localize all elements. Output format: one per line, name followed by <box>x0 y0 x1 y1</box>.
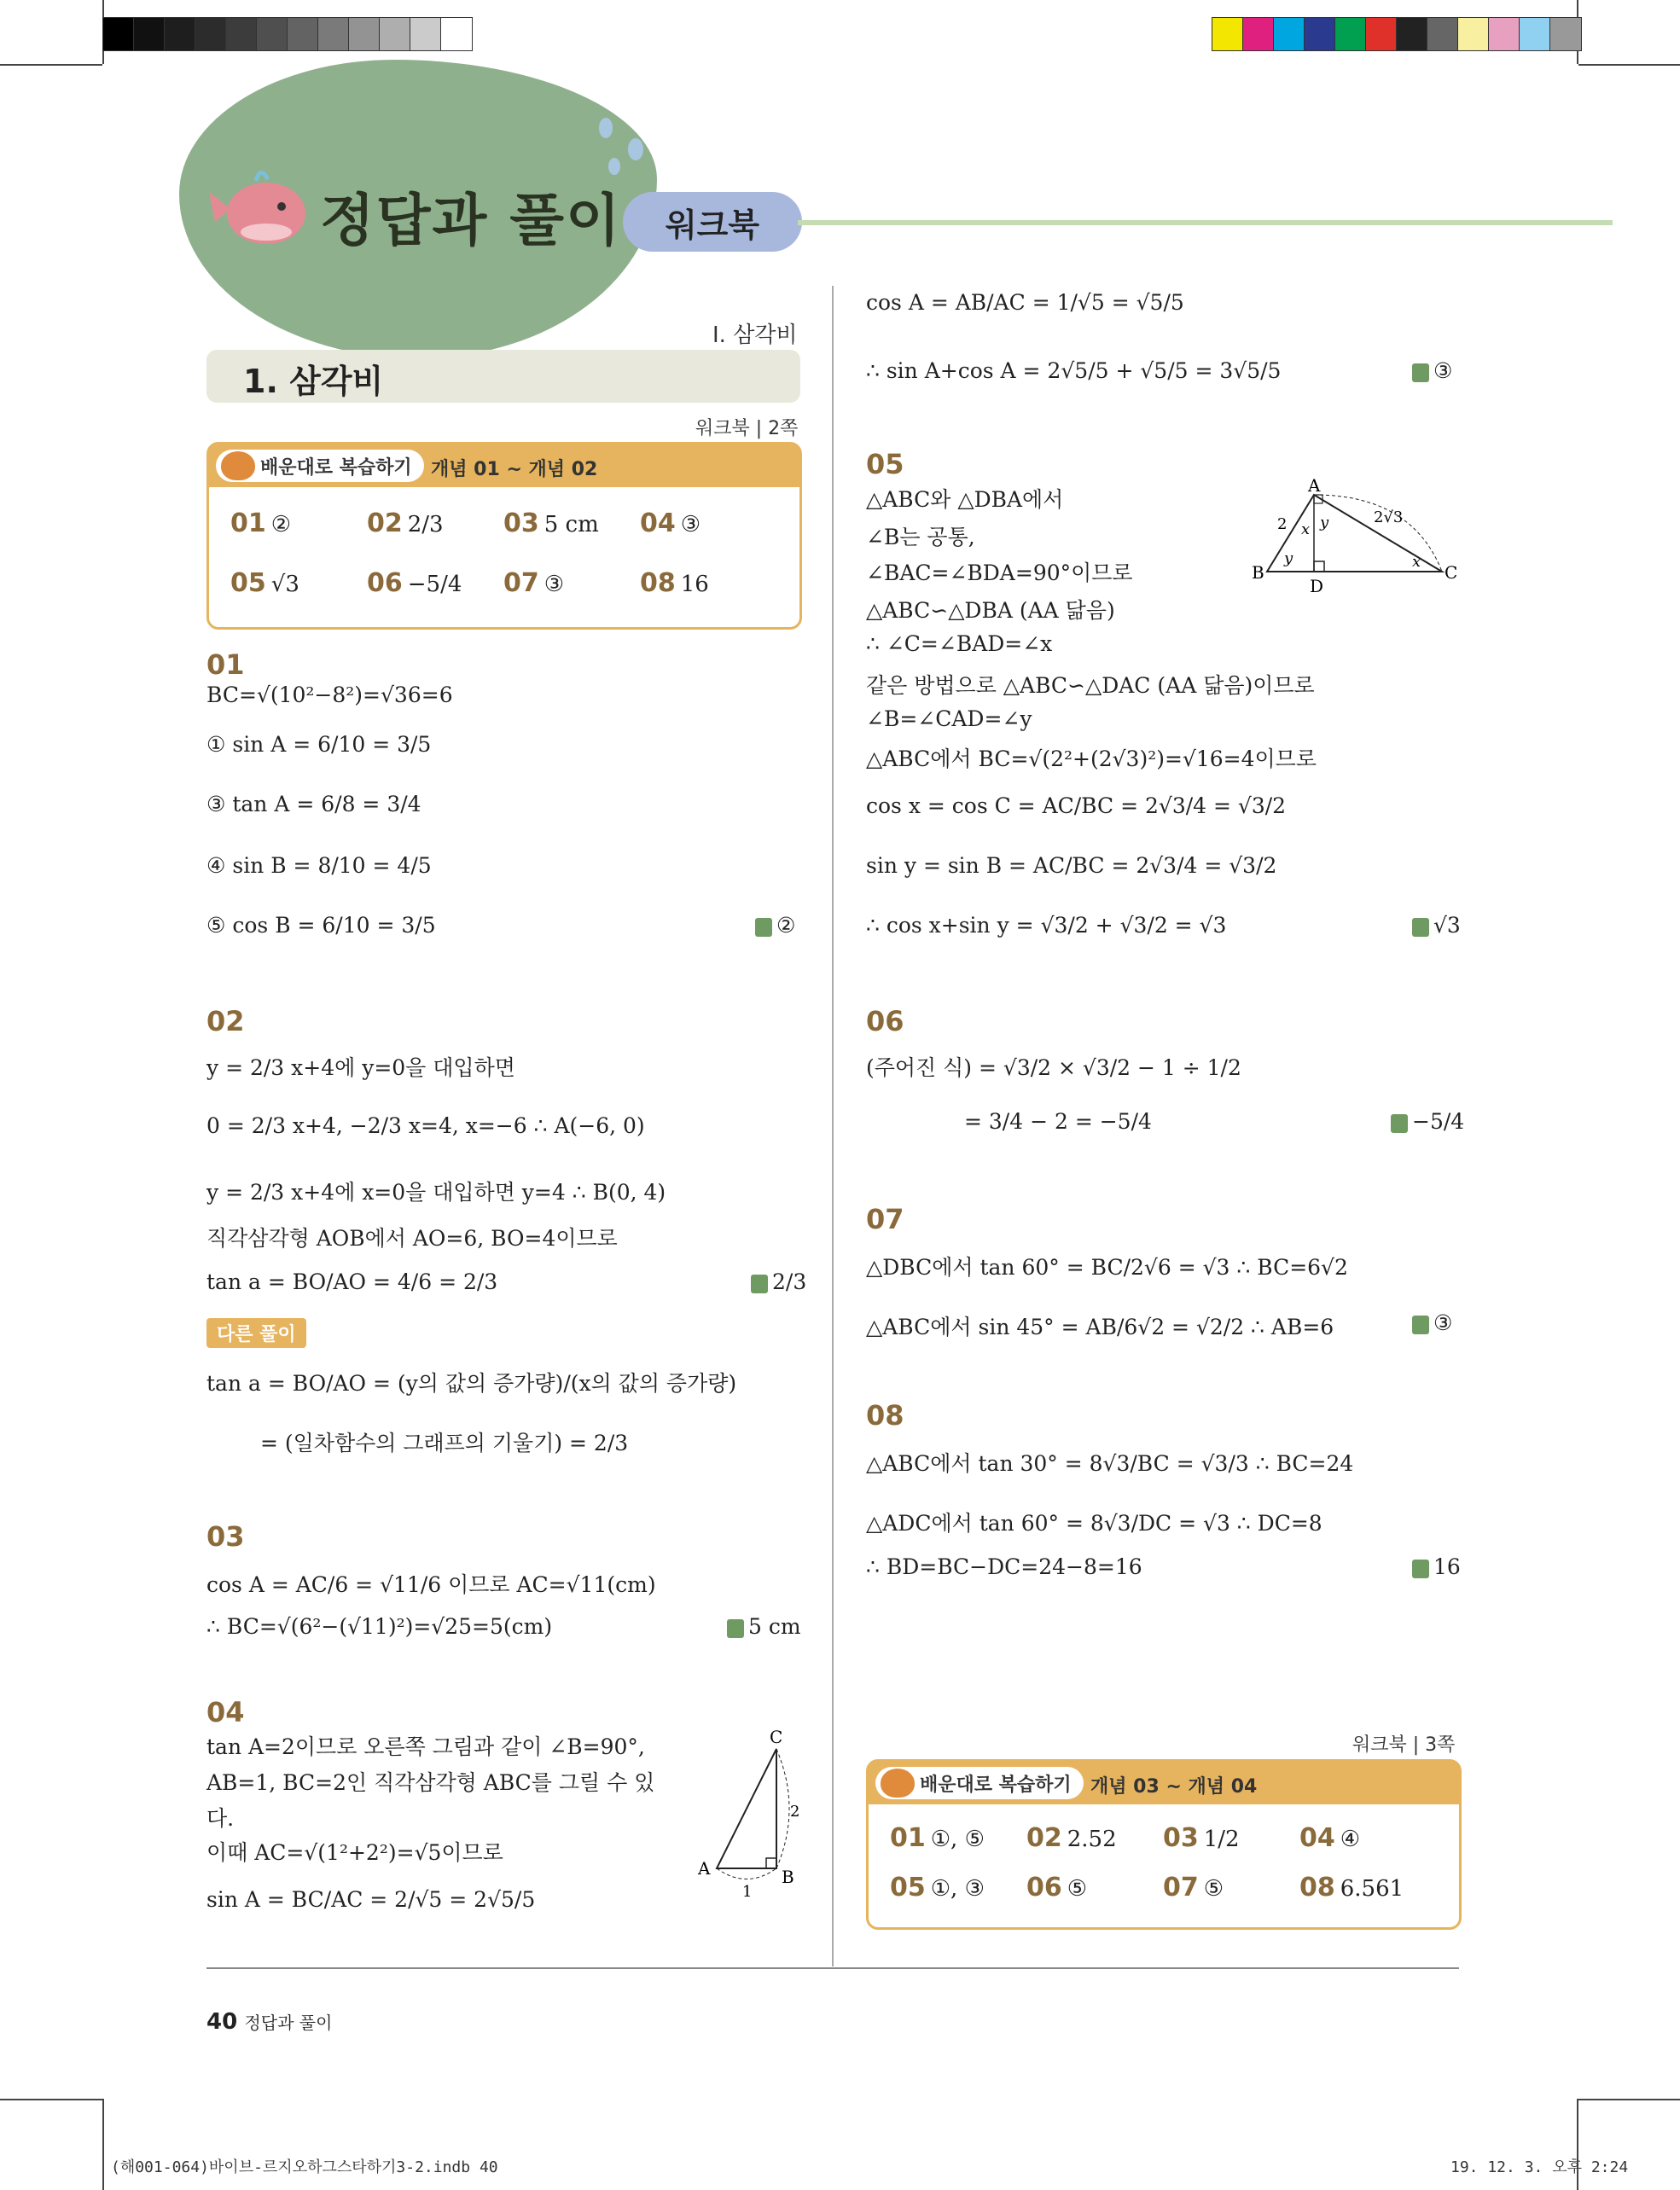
answer-item: 03 5 cm <box>503 508 599 538</box>
label-x: x <box>1301 520 1311 538</box>
label-d: D <box>1310 576 1324 596</box>
review-concept: 개념 01 ~ 개념 02 <box>431 459 598 480</box>
answer-item: 07 ③ <box>503 568 565 598</box>
solution-line: AB=1, BC=2인 직각삼각형 ABC를 그릴 수 있 <box>206 1770 655 1795</box>
answer-mark: −5/4 <box>1391 1109 1464 1134</box>
answer-icon <box>751 1275 768 1293</box>
answer-item: 04 ③ <box>640 508 701 538</box>
solution-line: △DBC에서 tan 60° = BC/2√6 = √3 ∴ BC=6√2 <box>866 1255 1348 1280</box>
answer-icon <box>1412 918 1429 937</box>
problem-number: 01 <box>206 648 245 681</box>
fox-icon <box>881 1769 915 1798</box>
solution-line: ∠B는 공통, <box>866 525 975 549</box>
solution-line: cos A = AB/AC = 1/√5 = √5/5 <box>866 290 1184 315</box>
review-box-1 <box>206 442 802 630</box>
answer-icon <box>1412 363 1429 382</box>
solution-line: ∴ BC=√(6²−(√11)²)=√25=5(cm) <box>206 1614 553 1639</box>
problem-number: 05 <box>866 448 904 480</box>
answer-mark: 5 cm <box>727 1614 801 1639</box>
section-title: 1. 삼각비 <box>243 363 384 400</box>
problem-number: 07 <box>866 1203 904 1235</box>
label-side-2r3: 2√3 <box>1374 508 1404 526</box>
page-ref: 워크북 | 3쪽 <box>1352 1734 1456 1756</box>
page-folio <box>206 2009 332 2035</box>
crop-mark <box>0 2099 102 2100</box>
solution-line: tan a = BO/AO = (y의 값의 증가량)/(x의 값의 증가량) <box>206 1371 737 1396</box>
solution-line: ∴ cos x+sin y = √3/2 + √3/2 = √3 <box>866 913 1227 938</box>
problem-number: 02 <box>206 1005 245 1037</box>
crop-mark <box>1578 64 1680 66</box>
solution-line: y = 2/3 x+4에 y=0을 대입하면 <box>206 1055 515 1080</box>
solution-line: △ABC∽△DBA (AA 닮음) <box>866 598 1115 623</box>
answer-item: 05 ①, ③ <box>890 1873 985 1902</box>
solution-line: = 3/4 − 2 = −5/4 <box>964 1109 1152 1134</box>
problem-number: 04 <box>206 1696 245 1728</box>
solution-line: ∴ sin A+cos A = 2√5/5 + √5/5 = 3√5/5 <box>866 358 1282 383</box>
answer-item: 08 16 <box>640 568 709 598</box>
solution-line: △ABC에서 tan 30° = 8√3/BC = √3/3 ∴ BC=24 <box>866 1451 1354 1476</box>
answer-item: 04 ④ <box>1299 1823 1361 1853</box>
solution-line: 직각삼각형 AOB에서 AO=6, BO=4이므로 <box>206 1226 618 1251</box>
folio-label: 정답과 풀이 <box>244 2013 333 2033</box>
label-b: B <box>1252 562 1264 583</box>
slug-left: (해001-064)바이브-르지오하그스타하기3-2.indb 40 <box>111 2158 498 2176</box>
review-tag-label: 배운대로 복습하기 <box>920 1774 1072 1796</box>
review-tag <box>875 1767 1084 1799</box>
answer-icon <box>755 918 772 937</box>
solution-line: cos A = AC/6 = √11/6 이므로 AC=√11(cm) <box>206 1572 656 1597</box>
solution-line: △ABC에서 BC=√(2²+(2√3)²)=√16=4이므로 <box>866 746 1317 771</box>
solution-line: ∠B=∠CAD=∠y <box>866 706 1032 731</box>
header-rule <box>798 220 1613 225</box>
solution-line: 이때 AC=√(1²+2²)=√5이므로 <box>206 1840 503 1865</box>
crop-mark <box>1578 2099 1680 2100</box>
label-a: A <box>698 1858 711 1879</box>
solution-line: ∴ BD=BC−DC=24−8=16 <box>866 1554 1142 1579</box>
slug-right: 19. 12. 3. 오후 2:24 <box>1450 2158 1629 2176</box>
label-x-c: x <box>1412 553 1421 571</box>
review-concept: 개념 03 ~ 개념 04 <box>1090 1776 1258 1798</box>
answer-item: 01 ①, ⑤ <box>890 1823 985 1853</box>
solution-line: ∠BAC=∠BDA=90°이므로 <box>866 561 1133 585</box>
answer-item: 06 −5/4 <box>367 568 462 598</box>
review-tag <box>216 450 424 482</box>
solution-line: y = 2/3 x+4에 x=0을 대입하면 y=4 ∴ B(0, 4) <box>206 1180 666 1205</box>
solution-line: sin y = sin B = AC/BC = 2√3/4 = √3/2 <box>866 853 1277 878</box>
solution-line: sin A = BC/AC = 2/√5 = 2√5/5 <box>206 1887 536 1912</box>
answer-mark: ③ <box>1412 358 1452 383</box>
answer-icon <box>1391 1114 1408 1133</box>
label-side-2: 2 <box>1277 515 1288 533</box>
column-divider <box>832 286 834 1966</box>
triangle-figure-04 <box>691 1728 811 1898</box>
label-y-b: y <box>1284 549 1293 567</box>
solution-line: △ABC에서 sin 45° = AB/6√2 = √2/2 ∴ AB=6 <box>866 1315 1334 1339</box>
answer-icon <box>1412 1316 1429 1334</box>
answer-icon <box>1412 1560 1429 1578</box>
label-b: B <box>782 1867 794 1887</box>
solution-line: 같은 방법으로 △ABC∽△DAC (AA 닮음)이므로 <box>866 673 1315 698</box>
label-side-1: 1 <box>742 1883 753 1898</box>
workbook-tab: 워크북 <box>623 192 802 252</box>
solution-line: ⑤ cos B = 6/10 = 3/5 <box>206 913 436 938</box>
solution-line: ① sin A = 6/10 = 3/5 <box>206 732 432 757</box>
solution-line: BC=√(10²−8²)=√36=6 <box>206 683 453 707</box>
label-a: A <box>1308 478 1321 496</box>
solution-line: (주어진 식) = √3/2 × √3/2 − 1 ÷ 1/2 <box>866 1055 1241 1080</box>
fox-icon <box>221 451 255 480</box>
footer-rule <box>206 1967 1459 1969</box>
review-tag-label: 배운대로 복습하기 <box>260 456 412 479</box>
answer-mark: √3 <box>1412 913 1461 938</box>
label-side-2: 2 <box>790 1803 800 1821</box>
answer-item: 07 ⑤ <box>1163 1873 1224 1902</box>
problem-number: 03 <box>206 1520 245 1553</box>
answer-item: 02 2.52 <box>1026 1823 1117 1853</box>
answer-item: 08 6.561 <box>1299 1873 1404 1902</box>
problem-number: 06 <box>866 1005 904 1037</box>
answer-item: 01 ② <box>230 508 292 538</box>
answer-item: 03 1/2 <box>1163 1823 1240 1853</box>
crop-mark <box>102 2099 104 2190</box>
solution-line: 0 = 2/3 x+4, −2/3 x=4, x=−6 ∴ A(−6, 0) <box>206 1113 645 1138</box>
label-c: C <box>1445 562 1458 583</box>
answer-icon <box>727 1619 744 1638</box>
page-title: 정답과 풀이 <box>320 188 622 253</box>
answer-item: 05 √3 <box>230 568 299 598</box>
answer-item: 02 2/3 <box>367 508 444 538</box>
section-breadcrumb: Ⅰ. 삼각비 <box>712 322 798 348</box>
answer-item: 06 ⑤ <box>1026 1873 1088 1902</box>
solution-line: = (일차함수의 그래프의 기울기) = 2/3 <box>260 1431 629 1455</box>
solution-line: 다. <box>206 1806 235 1831</box>
label-y: y <box>1320 514 1329 532</box>
solution-line: cos x = cos C = AC/BC = 2√3/4 = √3/2 <box>866 793 1287 818</box>
solution-line: tan a = BO/AO = 4/6 = 2/3 <box>206 1269 498 1294</box>
whale-icon <box>205 162 316 264</box>
review-box-2 <box>866 1759 1462 1930</box>
solution-line: ③ tan A = 6/8 = 3/4 <box>206 792 421 816</box>
answer-mark: 16 <box>1412 1554 1461 1579</box>
solution-line: △ABC와 △DBA에서 <box>866 487 1064 512</box>
label-c: C <box>770 1728 783 1747</box>
answer-mark: ② <box>755 913 795 938</box>
solution-line: ④ sin B = 8/10 = 4/5 <box>206 853 432 878</box>
alt-solution-tag: 다른 풀이 <box>206 1318 306 1348</box>
solution-line: ∴ ∠C=∠BAD=∠x <box>866 631 1053 656</box>
page-number: 40 <box>206 2009 238 2035</box>
solution-line: tan A=2이므로 오른쪽 그림과 같이 ∠B=90°, <box>206 1734 645 1759</box>
solution-line: △ADC에서 tan 60° = 8√3/DC = √3 ∴ DC=8 <box>866 1511 1322 1536</box>
answer-mark: ③ <box>1412 1310 1452 1335</box>
triangle-figure-05 <box>1250 478 1472 606</box>
problem-number: 08 <box>866 1399 904 1432</box>
crop-mark <box>0 64 102 66</box>
answer-mark: 2/3 <box>751 1269 806 1294</box>
page-ref: 워크북 | 2쪽 <box>695 418 799 439</box>
